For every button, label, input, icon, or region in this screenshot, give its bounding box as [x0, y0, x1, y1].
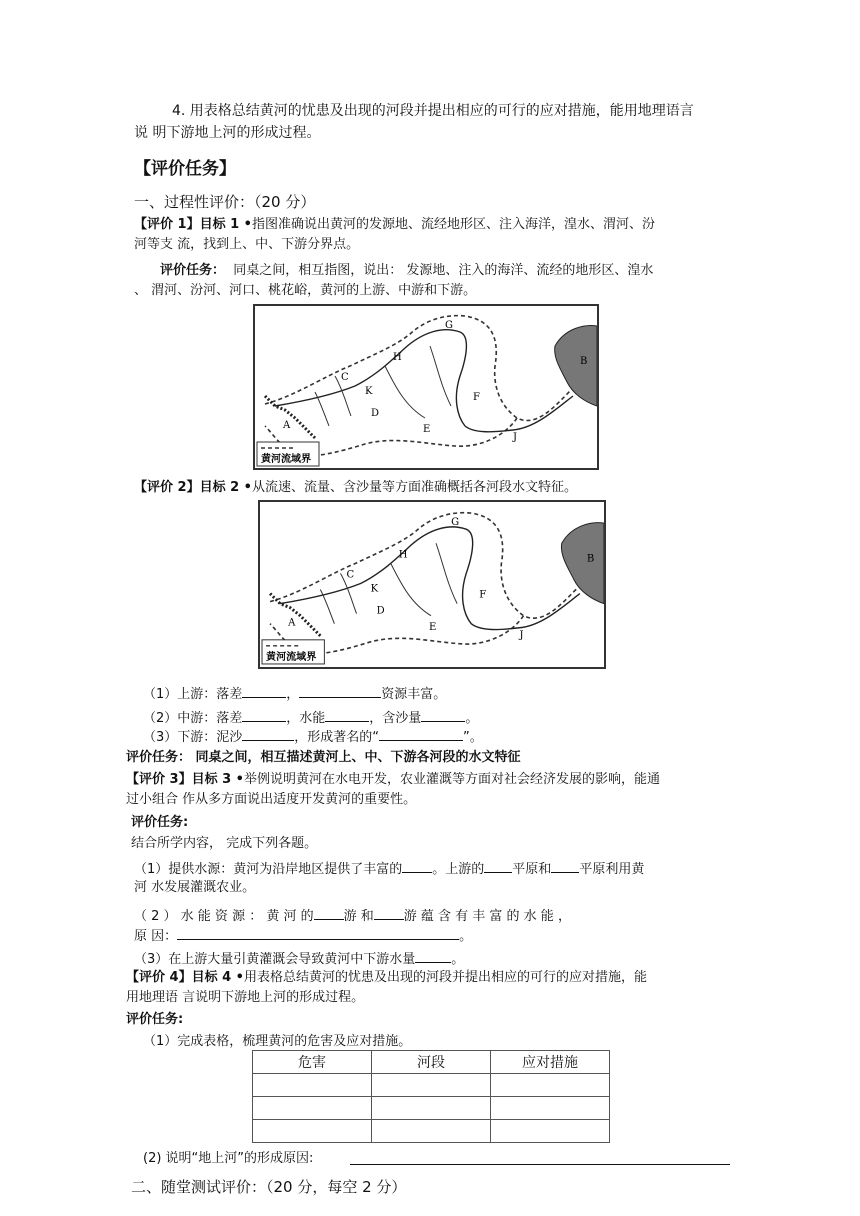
map-1-label-h: H	[393, 352, 402, 363]
map-2-label-h: H	[398, 549, 408, 561]
map-1-legend: 黄河流域界	[261, 454, 311, 465]
eval2-q1-text-a: （1）上游：落差	[143, 687, 243, 702]
eval2-q2-blank-2[interactable]	[325, 707, 369, 722]
eval3-q2-blank-3[interactable]	[177, 925, 459, 940]
hazard-table-header-hazard: 危害	[253, 1051, 372, 1074]
eval3-intro: 结合所学内容， 完成下列各题。	[131, 836, 318, 851]
table-cell[interactable]	[372, 1120, 491, 1143]
eval1-task-a: 同桌之间，相互指图，说出： 发源地、注入的海洋、流经的地形区、湟水	[233, 263, 654, 278]
eval2-q3	[143, 726, 483, 747]
map-2-label-e: E	[428, 621, 437, 633]
table-cell[interactable]	[491, 1097, 610, 1120]
table-cell[interactable]	[491, 1120, 610, 1143]
eval3-q2-line-a	[134, 905, 571, 926]
eval4-text-b: 用地理语 言说明下游地上河的形成过程。	[126, 990, 365, 1005]
eval2-line	[134, 479, 577, 497]
eval2-q1-blank-2[interactable]	[299, 683, 381, 698]
eval2-q2-text-a: （2）中游：落差	[143, 711, 243, 726]
section-1-title: 一、过程性评价：（20 分）	[134, 193, 316, 211]
eval1-task-line-a	[160, 262, 653, 280]
objective-4-line-a: 4. 用表格总结黄河的忧患及出现的河段并提出相应的可行的应对措施，能用地理语言	[172, 103, 694, 119]
map-2-label-g: G	[451, 517, 460, 529]
table-cell[interactable]	[253, 1097, 372, 1120]
map-1-label-g: G	[445, 320, 453, 331]
eval3-q2-text-a: （ 2 ） 水 能 资 源 ： 黄 河 的	[134, 909, 314, 924]
eval2-q1-text-b: ，	[286, 687, 300, 702]
eval3-q2-blank-1[interactable]	[314, 905, 344, 920]
eval1-task-b: 、 渭河、汾河、河口、桃花峪，黄河的上游、中游和下游。	[134, 283, 477, 298]
eval3-tag: 【评价 3】目标 3 •	[126, 772, 244, 787]
section-2-title: 二、随堂测试评价：（20 分，每空 2 分）	[131, 1178, 407, 1196]
map-2-label-b: B	[586, 553, 595, 565]
map-1-label-f: F	[473, 392, 480, 403]
eval3-q2-text-d: 原 因：	[134, 929, 178, 944]
eval4-q2-answer-line[interactable]	[350, 1164, 730, 1165]
eval3-q2-text-e: 。	[459, 929, 473, 944]
eval3-q3-text-a: （3）在上游大量引黄灌溉会导致黄河中下游水量	[134, 952, 416, 967]
map-1-label-b: B	[580, 356, 588, 367]
hazard-table-header-measures: 应对措施	[491, 1051, 610, 1074]
eval2-q3-blank-1[interactable]	[242, 726, 294, 741]
eval2-q3-text-a: （3）下游：泥沙	[143, 730, 243, 745]
eval2-q3-text-c: ”。	[463, 730, 483, 745]
heading-evaluation-tasks: 【评价任务】	[134, 159, 236, 179]
eval1-text-b: 河等支 流，找到上、中、下游分界点。	[134, 237, 360, 252]
map-1-drawing	[255, 306, 597, 468]
eval3-q1-text-b: 。上游的	[432, 862, 485, 877]
eval2-q2-text-b: ，水能	[286, 711, 326, 726]
map-2-label-k: K	[370, 583, 379, 595]
eval2-text: 从流速、流量、含沙量等方面准确概括各河段水文特征。	[251, 480, 577, 495]
eval3-q1-text-a: （1）提供水源：黄河为沿岸地区提供了丰富的	[134, 862, 403, 877]
map-2-label-d: D	[376, 605, 385, 617]
eval3-q1-blank-3[interactable]	[551, 858, 579, 873]
eval2-q3-text-b: ，形成著名的“	[294, 730, 380, 745]
eval3-q1-blank-1[interactable]	[402, 858, 432, 873]
eval2-tag: 【评价 2】目标 2 •	[134, 480, 252, 495]
eval4-task-label: 评价任务:	[126, 1012, 184, 1027]
map-1-label-d: D	[371, 408, 380, 419]
map-2-label-c: C	[346, 569, 355, 581]
eval2-q2-text-c: ，含沙量	[369, 711, 422, 726]
eval3-q2-line-b	[134, 925, 472, 946]
hazard-table	[252, 1050, 610, 1143]
table-cell[interactable]	[372, 1074, 491, 1097]
eval2-q3-blank-2[interactable]	[379, 726, 463, 741]
eval3-q2-text-c: 游 蕴 含 有 丰 富 的 水 能 ，	[403, 909, 571, 924]
yellow-river-basin-map-1	[253, 304, 599, 470]
eval1-text-a: 指图准确说出黄河的发源地、流经地形区、注入海洋，湟水、渭河、汾	[251, 217, 655, 232]
eval2-q1-text-c: 资源丰富。	[381, 687, 447, 702]
map-1-label-c: C	[341, 372, 349, 383]
objective-4-line-b: 说 明下游地上河的形成过程。	[134, 125, 321, 141]
eval3-q2-text-b: 游 和	[343, 909, 374, 924]
eval4-line-a	[126, 969, 647, 987]
map-1-label-j: J	[513, 432, 518, 443]
eval2-q2-text-d: 。	[465, 711, 479, 726]
eval4-q2: (2) 说明“地上河”的形成原因:	[143, 1151, 314, 1166]
map-1-label-e: E	[423, 424, 431, 435]
eval3-line-a	[126, 771, 660, 789]
table-row	[253, 1074, 610, 1097]
map-1-label-a: A	[283, 420, 291, 431]
table-cell[interactable]	[253, 1120, 372, 1143]
table-cell[interactable]	[372, 1097, 491, 1120]
eval3-q1-text-d: 平原利用黄	[579, 862, 645, 877]
eval3-q1-blank-2[interactable]	[484, 858, 512, 873]
map-2-label-f: F	[479, 589, 487, 601]
eval2-q1-blank-1[interactable]	[242, 683, 286, 698]
eval4-q1: （1）完成表格，梳理黄河的危害及应对措施。	[143, 1034, 412, 1049]
eval3-q3	[134, 948, 464, 969]
map-2-legend: 黄河流域界	[266, 651, 317, 663]
map-2-label-a: A	[288, 617, 296, 629]
map-2-label-j: J	[519, 629, 524, 641]
eval3-q3-blank-1[interactable]	[415, 948, 451, 963]
hazard-table-header-section: 河段	[372, 1051, 491, 1074]
eval3-q2-blank-2[interactable]	[374, 905, 404, 920]
yellow-river-basin-map-2	[258, 500, 606, 669]
eval1-line-a	[134, 216, 655, 234]
hazard-table-header-row	[253, 1051, 610, 1074]
table-cell[interactable]	[491, 1074, 610, 1097]
eval2-task: 评价任务： 同桌之间，相互描述黄河上、中、下游各河段的水文特征	[126, 750, 521, 765]
eval3-q1-text-c: 平原和	[512, 862, 552, 877]
eval4-tag: 【评价 4】目标 4 •	[126, 970, 244, 985]
table-row	[253, 1120, 610, 1143]
eval4-text-a: 用表格总结黄河的忧患及出现的河段并提出相应的可行的应对措施，能	[243, 970, 647, 985]
eval3-text-a: 举例说明黄河在水电开发，农业灌溉等方面对社会经济发展的影响，能通	[243, 772, 660, 787]
table-row	[253, 1097, 610, 1120]
eval1-task-label: 评价任务：	[160, 263, 226, 278]
eval3-task-label: 评价任务:	[131, 815, 189, 830]
eval3-q1-line-a	[134, 858, 644, 879]
map-2-drawing	[260, 502, 604, 667]
eval1-tag: 【评价 1】目标 1 •	[134, 217, 252, 232]
eval2-q1	[143, 683, 446, 704]
eval2-q2-blank-3[interactable]	[421, 707, 465, 722]
eval2-q2	[143, 707, 478, 728]
map-1-label-k: K	[365, 386, 373, 397]
eval3-q3-text-b: 。	[451, 952, 465, 967]
eval3-q1-text-e: 河 水发展灌溉农业。	[134, 880, 256, 895]
eval2-q2-blank-1[interactable]	[242, 707, 286, 722]
eval3-text-b: 过小组合 作从多方面说出适度开发黄河的重要性。	[126, 792, 417, 807]
table-cell[interactable]	[253, 1074, 372, 1097]
